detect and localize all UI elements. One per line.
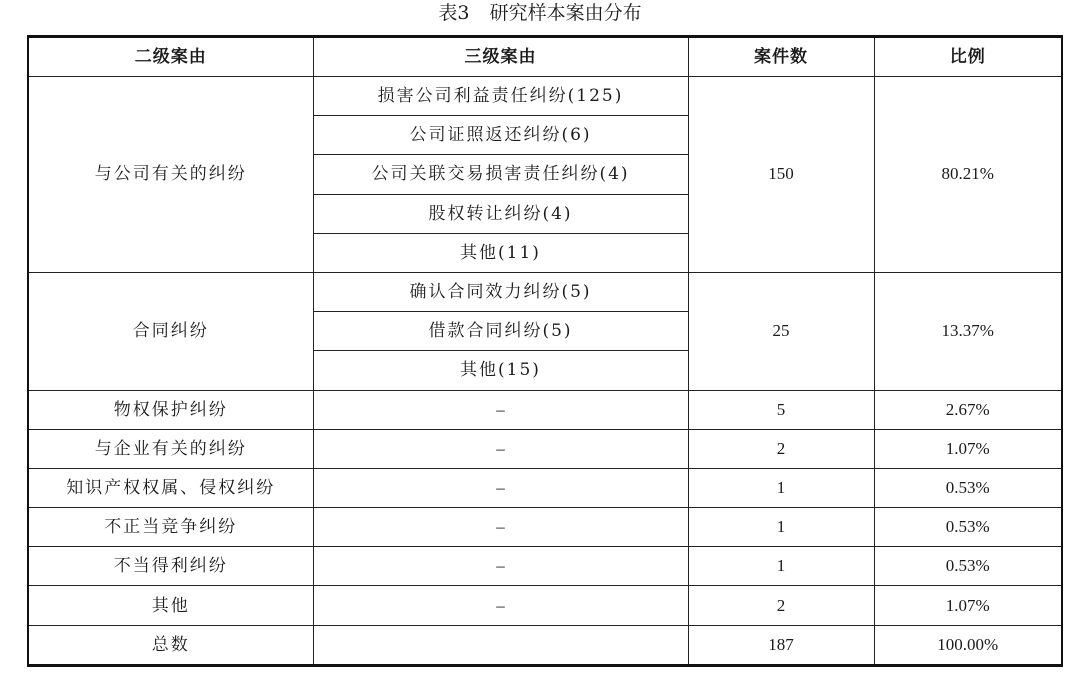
table-row <box>28 547 1062 586</box>
secondary-cause-cell: 知识产权权属、侵权纠纷 <box>28 468 313 507</box>
case-count-cell: 5 <box>688 390 874 429</box>
secondary-cause-cell: 与企业有关的纠纷 <box>28 429 313 468</box>
secondary-cause-cell: 不当得利纠纷 <box>28 547 313 586</box>
ratio-cell: 0.53% <box>874 468 1062 507</box>
case-count-cell: 25 <box>688 272 874 390</box>
header-ratio: 比例 <box>874 37 1062 77</box>
table-row <box>28 272 1062 311</box>
header-case-count: 案件数 <box>688 37 874 77</box>
case-distribution-table <box>27 35 1063 667</box>
tertiary-cause-cell: – <box>313 390 688 429</box>
tertiary-cause-cell: 股权转让纠纷(4) <box>313 194 688 233</box>
ratio-cell: 1.07% <box>874 586 1062 625</box>
total-count: 187 <box>688 625 874 665</box>
ratio-cell: 80.21% <box>874 77 1062 273</box>
tertiary-cause-cell: 损害公司利益责任纠纷(125) <box>313 77 688 116</box>
case-count-cell: 2 <box>688 586 874 625</box>
total-row <box>28 625 1062 665</box>
ratio-cell: 2.67% <box>874 390 1062 429</box>
tertiary-cause-cell: – <box>313 468 688 507</box>
tertiary-cause-cell: 其他(15) <box>313 351 688 390</box>
ratio-cell: 0.53% <box>874 508 1062 547</box>
total-ratio: 100.00% <box>874 625 1062 665</box>
tertiary-cause-cell: – <box>313 547 688 586</box>
case-count-cell: 150 <box>688 77 874 273</box>
tertiary-cause-cell: 其他(11) <box>313 233 688 272</box>
ratio-cell: 0.53% <box>874 547 1062 586</box>
header-tertiary-cause: 三级案由 <box>313 37 688 77</box>
total-tertiary-cell <box>313 625 688 665</box>
table-row <box>28 508 1062 547</box>
tertiary-cause-cell: 借款合同纠纷(5) <box>313 312 688 351</box>
table-row <box>28 468 1062 507</box>
tertiary-cause-cell: 公司证照返还纠纷(6) <box>313 116 688 155</box>
header-secondary-cause: 二级案由 <box>28 37 313 77</box>
table-number: 表3 <box>438 2 470 24</box>
header-row <box>28 37 1062 77</box>
table-row <box>28 390 1062 429</box>
tertiary-cause-cell: 确认合同效力纠纷(5) <box>313 272 688 311</box>
secondary-cause-cell: 合同纠纷 <box>28 272 313 390</box>
table-row <box>28 586 1062 625</box>
case-count-cell: 1 <box>688 547 874 586</box>
case-count-cell: 1 <box>688 508 874 547</box>
ratio-cell: 13.37% <box>874 272 1062 390</box>
tertiary-cause-cell: – <box>313 508 688 547</box>
case-count-cell: 1 <box>688 468 874 507</box>
secondary-cause-cell: 不正当竞争纠纷 <box>28 508 313 547</box>
table-title: 研究样本案由分布 <box>489 2 642 24</box>
secondary-cause-cell: 与公司有关的纠纷 <box>28 77 313 273</box>
tertiary-cause-cell: – <box>313 586 688 625</box>
secondary-cause-cell: 物权保护纠纷 <box>28 390 313 429</box>
case-count-cell: 2 <box>688 429 874 468</box>
table-row <box>28 77 1062 116</box>
table-caption <box>0 0 1080 30</box>
secondary-cause-cell: 其他 <box>28 586 313 625</box>
tertiary-cause-cell: – <box>313 429 688 468</box>
table-row <box>28 429 1062 468</box>
total-label: 总数 <box>28 625 313 665</box>
ratio-cell: 1.07% <box>874 429 1062 468</box>
tertiary-cause-cell: 公司关联交易损害责任纠纷(4) <box>313 155 688 194</box>
